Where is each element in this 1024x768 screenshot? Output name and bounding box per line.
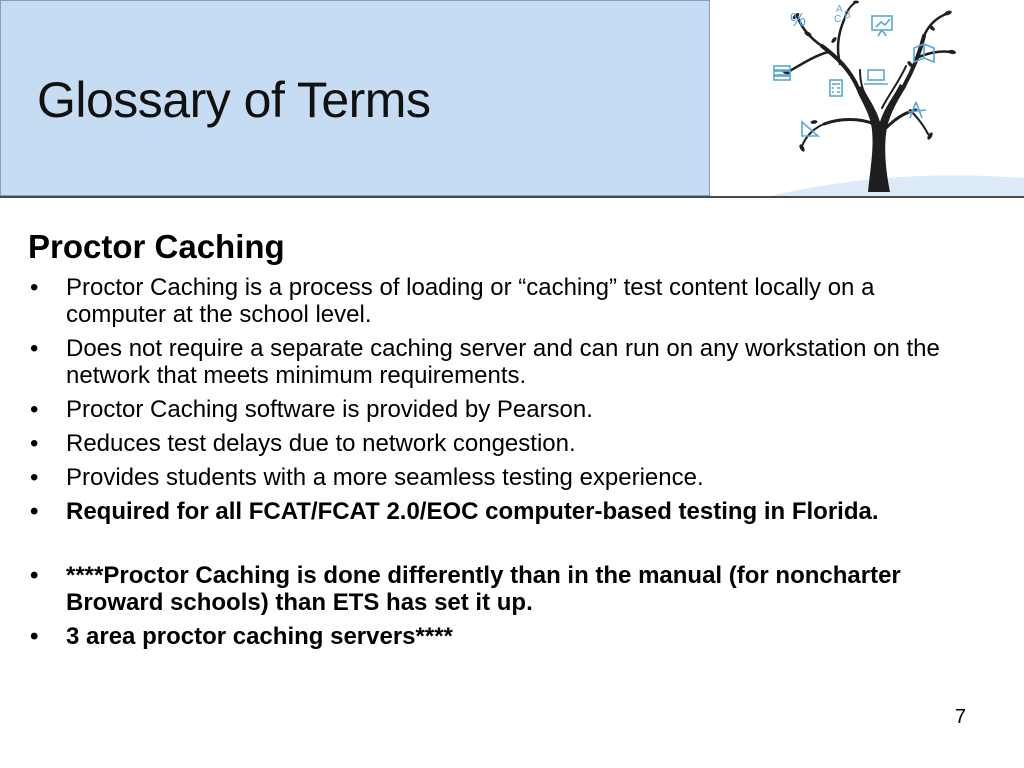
chart-board-icon bbox=[872, 16, 892, 36]
page-number: 7 bbox=[954, 706, 966, 728]
bullet-text: ****Proctor Caching is done differently than in the manual (for noncharter Broward schools) than ETS has set it up. bbox=[66, 562, 901, 616]
bullet-marker: • bbox=[30, 464, 39, 491]
bullet-marker: • bbox=[30, 335, 39, 362]
bullet-text: Reduces test delays due to network congestion. bbox=[66, 430, 576, 457]
bullet-marker: • bbox=[30, 430, 39, 457]
letter-c-icon: C bbox=[834, 14, 842, 25]
header-divider bbox=[0, 196, 1024, 198]
bullet-text: Provides students with a more seamless testing experience. bbox=[66, 464, 704, 491]
bullet-marker: • bbox=[30, 396, 39, 423]
bullet-item bbox=[28, 274, 978, 328]
bullet-text: Proctor Caching software is provided by Pearson. bbox=[66, 396, 593, 423]
letter-b-icon: B bbox=[844, 10, 851, 21]
tree-illustration bbox=[710, 0, 1024, 196]
slide-content bbox=[28, 228, 978, 657]
bullet-item bbox=[28, 335, 978, 389]
bullet-item bbox=[28, 498, 978, 525]
tree-branches bbox=[788, 2, 950, 146]
bullet-item bbox=[28, 396, 978, 423]
bullet-marker: • bbox=[30, 498, 39, 525]
bullet-item bbox=[28, 464, 978, 491]
bullet-item bbox=[28, 562, 978, 616]
laptop-icon bbox=[864, 70, 888, 84]
letter-a-icon: A bbox=[836, 4, 843, 15]
bullet-text: Does not require a separate caching server and can run on any workstation on the network that meets minimum requirements. bbox=[66, 335, 940, 389]
title-band bbox=[0, 0, 710, 196]
bullet-marker: • bbox=[30, 274, 39, 301]
bullet-item bbox=[28, 430, 978, 457]
section-heading: Proctor Caching bbox=[28, 228, 285, 265]
bullet-item bbox=[28, 623, 978, 650]
bullet-marker: • bbox=[30, 562, 39, 589]
slide-header bbox=[0, 0, 1024, 198]
ground-hill bbox=[770, 175, 1024, 196]
percent-icon: % bbox=[790, 10, 807, 30]
slide-title: Glossary of Terms bbox=[37, 72, 431, 128]
bullet-list bbox=[28, 274, 978, 650]
bullet-text: Proctor Caching is a process of loading or “caching” test content locally on a computer at the school level. bbox=[66, 274, 875, 328]
calculator-icon bbox=[830, 80, 842, 96]
bullet-text: 3 area proctor caching servers**** bbox=[66, 623, 453, 650]
bullet-marker: • bbox=[30, 623, 39, 650]
tree-leaves bbox=[782, 1, 957, 153]
bullet-text: Required for all FCAT/FCAT 2.0/EOC computer-based testing in Florida. bbox=[66, 498, 879, 525]
tree-trunk bbox=[856, 84, 906, 192]
